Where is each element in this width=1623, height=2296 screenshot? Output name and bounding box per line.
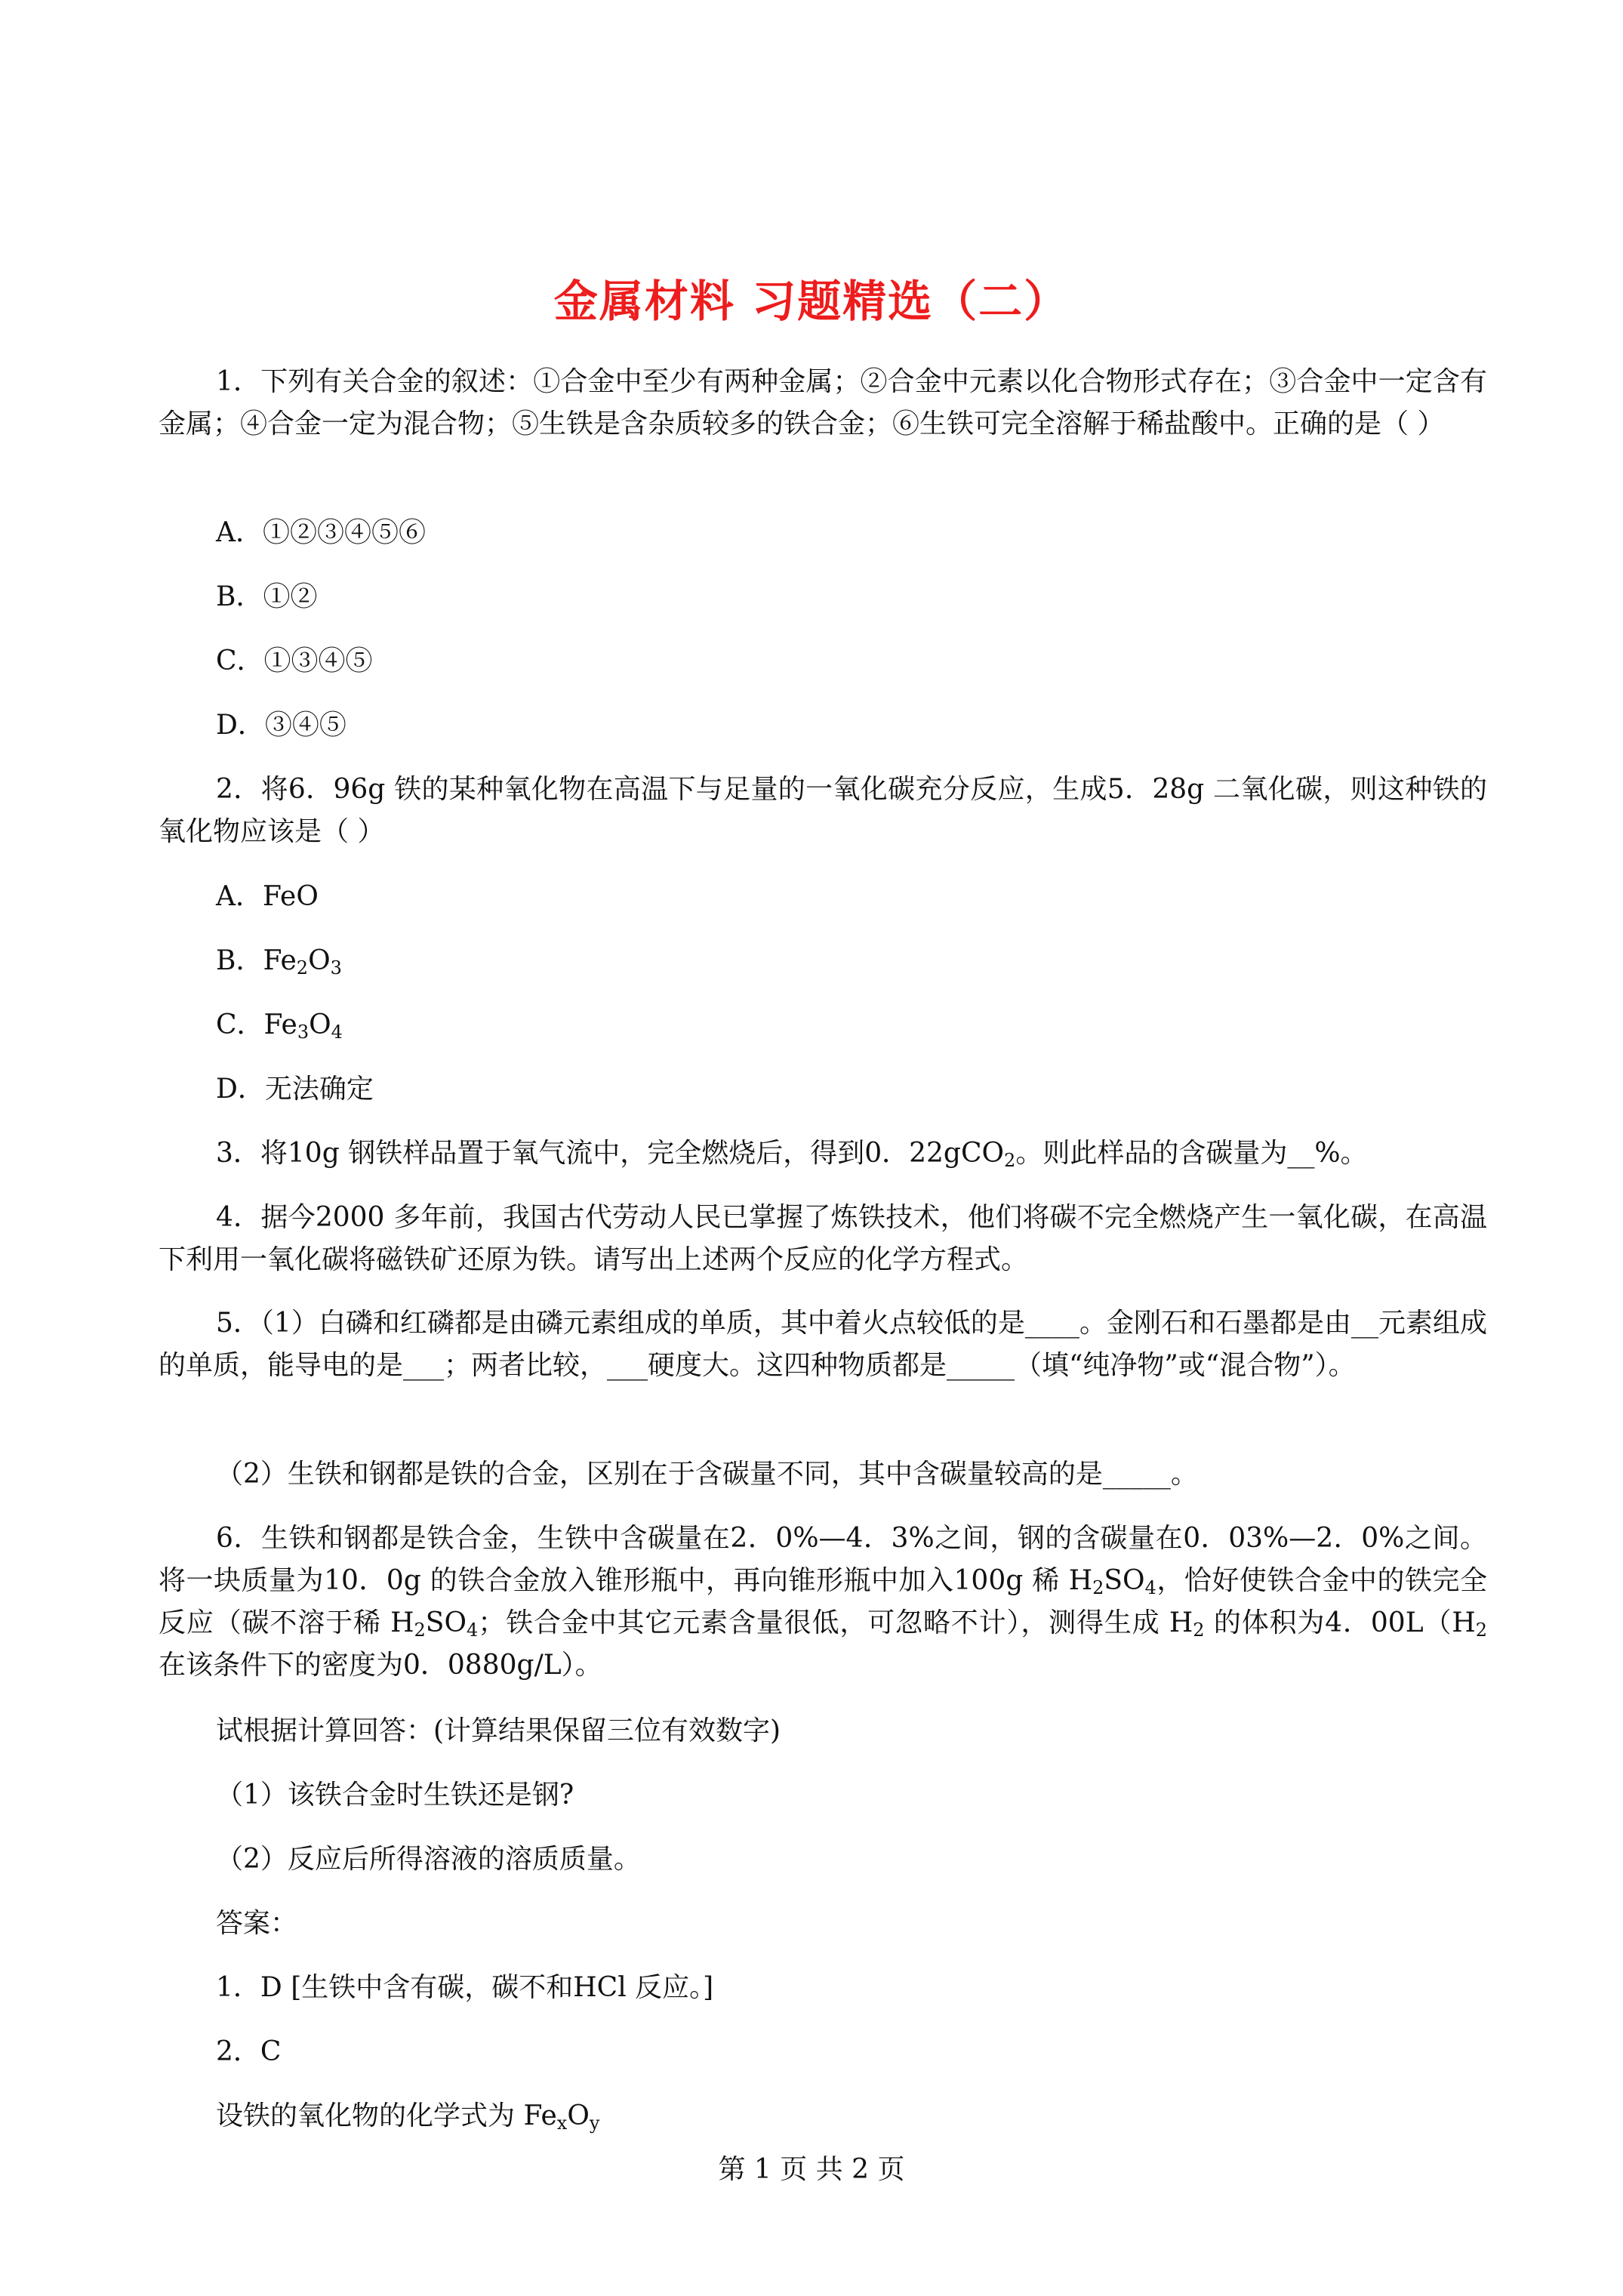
answers-label: 答案： <box>216 1908 298 1939</box>
q5-part2: （2）生铁和钢都是铁的合金，区别在于含碳量不同，其中含碳量较高的是_____。 <box>216 1459 1198 1490</box>
q6-hint: 试根据计算回答：(计算结果保留三位有效数字) <box>216 1715 781 1746</box>
q6-sub2: （2）反应后所得溶液的溶质质量。 <box>216 1844 641 1875</box>
answer-2-formula: 设铁的氧化物的化学式为 $Fe_xO_y$ <box>216 2100 600 2134</box>
q2-stem: 2．将6．96g 铁的某种氧化物在高温下与足量的一氧化碳充分反应，生成5．28g 二氧化碳，则这种铁的氧化物应该是（ ） <box>159 774 1487 847</box>
q6-sub1: （1）该铁合金时生铁还是钢? <box>216 1780 574 1811</box>
q2-option-b: B．$Fe_2O_3$ <box>216 945 342 978</box>
q1-option-c: C．①③④⑤ <box>216 646 373 676</box>
q1-option-a: A．①②③④⑤⑥ <box>216 517 426 548</box>
page-footer: 第 1 页 共 2 页 <box>718 2154 905 2185</box>
q3-stem: 3．将10g 钢铁样品置于氧气流中，完全燃烧后，得到0．22gCO$_2$。则此样品的含碳量为__%。 <box>216 1138 1368 1171</box>
q6-stem: 6．生铁和钢都是铁合金，生铁中含碳量在2．0%—4．3%之间，钢的含碳量在0．03%—2．0%之间。将一块质量为10．0g 的铁合金放入锥形瓶中，再向锥形瓶中加入100g 稀 $H_2SO_4$，恰好使铁合金中的铁完全反应（碳不溶于稀 $H_2SO_4$；铁合金中其它元素含量很低，可忽略不计），测得生成 $H_2$ 的体积为4．$00L(H_2$ 在该条件下的密度为0．0880g/L）。 <box>159 1523 1487 1681</box>
q2-option-c: C．$Fe_3O_4$ <box>216 1009 343 1043</box>
q2-option-a: A．FeO <box>216 881 319 912</box>
answer-1: 1．D [生铁中含有碳，碳不和HCl 反应。] <box>216 1972 714 2003</box>
page-title: 金属材料 习题精选（二） <box>553 276 1070 327</box>
q4-stem: 4．据今2000 多年前，我国古代劳动人民已掌握了炼铁技术，他们将碳不完全燃烧产生一氧化碳，在高温下利用一氧化碳将磁铁矿还原为铁。请写出上述两个反应的化学方程式。 <box>159 1202 1487 1275</box>
q1-option-b: B．①② <box>216 581 318 612</box>
q2-option-d: D．无法确定 <box>216 1074 374 1105</box>
q5-part1: 5．（1）白磷和红磷都是由磷元素组成的单质，其中着火点较低的是____。金刚石和石墨都是由__元素组成的单质，能导电的是___；两者比较，___硬度大。这四种物质都是_____（填“纯净物”或“混合物”）。 <box>159 1308 1487 1381</box>
q1-option-d: D．③④⑤ <box>216 710 346 741</box>
answer-2: 2．C <box>216 2036 282 2067</box>
q1-stem: 1．下列有关合金的叙述：①合金中至少有两种金属；②合金中元素以化合物形式存在；③合金中一定含有金属；④合金一定为混合物；⑤生铁是含杂质较多的铁合金；⑥生铁可完全溶解于稀盐酸中。正确的是（ ） <box>159 366 1487 439</box>
